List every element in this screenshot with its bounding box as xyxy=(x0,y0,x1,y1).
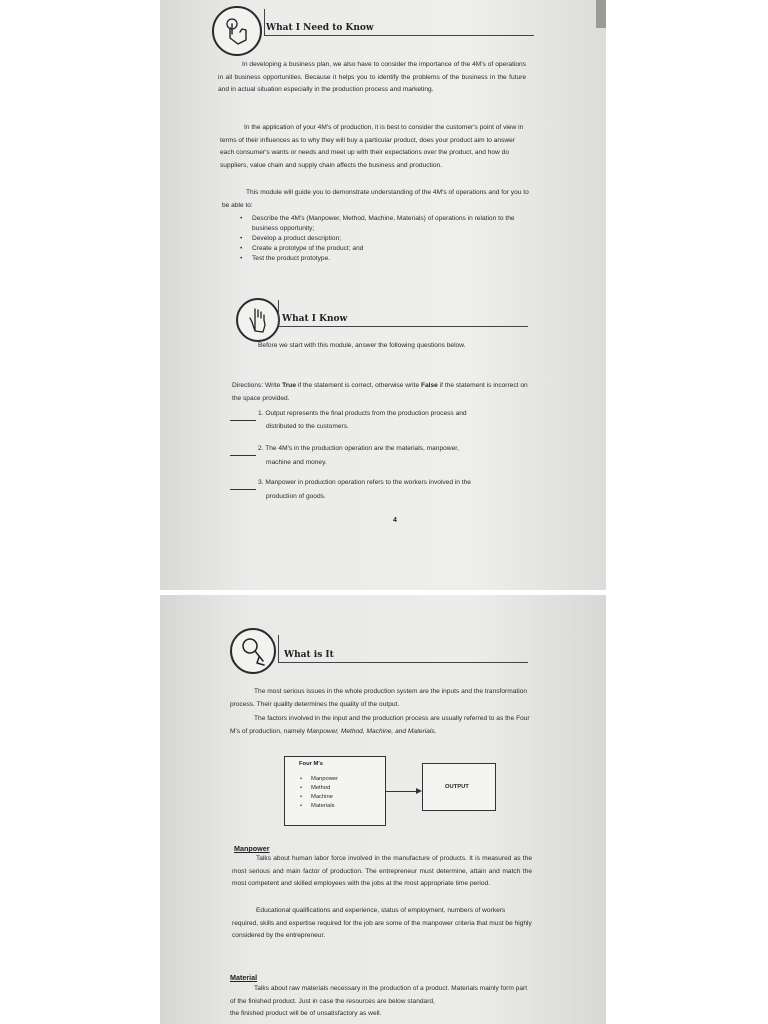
objective-item: • Describe the 4M's (Manpower, Method, Machine, Materials) of operations in relation to the business opportunity; xyxy=(238,214,528,234)
directions-tail: if the statement is incorrect on the space provided. xyxy=(232,382,528,402)
paragraph-need-2: In the application of your 4M's of production, it is best to consider the customer's point of view in terms of their influences as to why they will buy a particular product, does your product aim to answer each consumer's wants or needs and meet up with their expectations over the product, and how do suppliers, value chain and supply chain affects the business and production. xyxy=(220,124,524,169)
magnifier-hand-icon xyxy=(230,628,276,674)
question-text: The 4M's in the production operation are the materials, manpower, xyxy=(265,445,459,452)
directions-text xyxy=(232,380,532,405)
flow-arrow xyxy=(386,791,416,792)
objectives-list xyxy=(238,214,528,264)
output-label: OUTPUT xyxy=(445,784,469,790)
answer-blank[interactable] xyxy=(230,481,256,490)
directions-true: True xyxy=(282,382,297,389)
material-heading: Material xyxy=(230,973,258,982)
question-number: 2. xyxy=(258,445,264,452)
manpower-paragraph-2: Educational qualifications and experience, status of employment, numbers of workers required, skills and expertise required for the job are some of the manpower criteria that must be highly considered by the entrepreneur. xyxy=(232,907,532,939)
page-corner-mark xyxy=(596,0,606,28)
question-3 xyxy=(230,477,532,490)
manpower-paragraph-1: Talks about human labor force involved in the manufacture of products. It is measured as the most serious and main factor of production. The entrepreneur must determine, attain and match the most competent and skilled employees with the jobs at the most appropriate time period. xyxy=(232,855,532,887)
question-2-cont: machine and money. xyxy=(266,459,327,466)
title-underline xyxy=(264,35,534,36)
paragraph-is-2-terms: Manpower, Method, Machine, and Materials. xyxy=(306,727,437,735)
section-title-is: What is It xyxy=(284,650,334,660)
question-1 xyxy=(230,408,532,421)
manpower-heading: Manpower xyxy=(234,844,270,853)
question-text: Output represents the final products from the production process and xyxy=(265,410,467,417)
output-box xyxy=(422,763,496,811)
paragraph-is-2 xyxy=(230,713,530,738)
question-3-cont: production of goods. xyxy=(266,493,326,500)
question-text: Manpower in production operation refers to the workers involved in the xyxy=(265,479,471,486)
title-bracket xyxy=(278,635,279,662)
material-paragraph-1: Talks about raw materials necessary in the production of a product. Materials mainly form part of the finished product. Just in case the resources are below standard, xyxy=(230,985,528,1005)
module-page-bottom xyxy=(160,595,606,1024)
objective-item: • Develop a product description; xyxy=(238,234,528,244)
question-1-cont: distributed to the customers. xyxy=(266,423,349,430)
directions-lead: Directions: Write xyxy=(232,382,283,389)
section-title-know: What I Know xyxy=(282,314,348,324)
four-ms-box xyxy=(284,756,386,826)
four-ms-item: • Manpower xyxy=(299,775,379,784)
question-number: 3. xyxy=(258,479,264,486)
four-ms-item: • Materials xyxy=(299,802,379,811)
raised-hand-icon xyxy=(236,298,280,342)
title-bracket xyxy=(278,300,279,326)
section-title-need: What I Need to Know xyxy=(266,23,374,33)
title-underline xyxy=(278,326,528,327)
four-ms-title: Four M's xyxy=(299,761,323,767)
four-ms-item: • Method xyxy=(299,784,379,793)
know-intro: Before we start with this module, answer the following questions below. xyxy=(258,342,466,349)
material-paragraph-cut: the finished product will be of unsatisfactory as well. xyxy=(230,1010,382,1017)
title-bracket xyxy=(264,9,265,36)
paragraph-need-1: In developing a business plan, we also have to consider the importance of the 4M's of operations in all business opportunities. Because it helps you to identify the problems of the business in the future and in actual situation especially in the production process and marketing. xyxy=(218,61,526,93)
four-ms-list xyxy=(299,775,379,811)
hand-touch-icon xyxy=(212,6,262,56)
title-underline xyxy=(278,662,528,663)
paragraph-is-1: The most serious issues in the whole production system are the inputs and the transformation process. Their quality determines the quality of the output. xyxy=(230,688,528,708)
answer-blank[interactable] xyxy=(230,447,256,456)
objective-item: • Test the product prototype. xyxy=(238,254,528,264)
answer-blank[interactable] xyxy=(230,412,256,421)
module-page-top xyxy=(160,0,606,590)
directions-mid: if the statement is correct, otherwise write xyxy=(296,382,421,389)
objective-item: • Create a prototype of the product; and xyxy=(238,244,528,254)
question-2 xyxy=(230,443,532,456)
paragraph-need-3: This module will guide you to demonstrate understanding of the 4M's of operations and for you to be able to: xyxy=(222,189,529,209)
question-number: 1. xyxy=(258,410,264,417)
page-number: 4 xyxy=(393,517,397,524)
four-ms-item: • Machine xyxy=(299,793,379,802)
directions-false: False xyxy=(420,382,438,389)
paragraph-is-2-lead: The factors involved in the input and the production process are usually referred to as the Four M's of production, namely xyxy=(230,715,530,735)
